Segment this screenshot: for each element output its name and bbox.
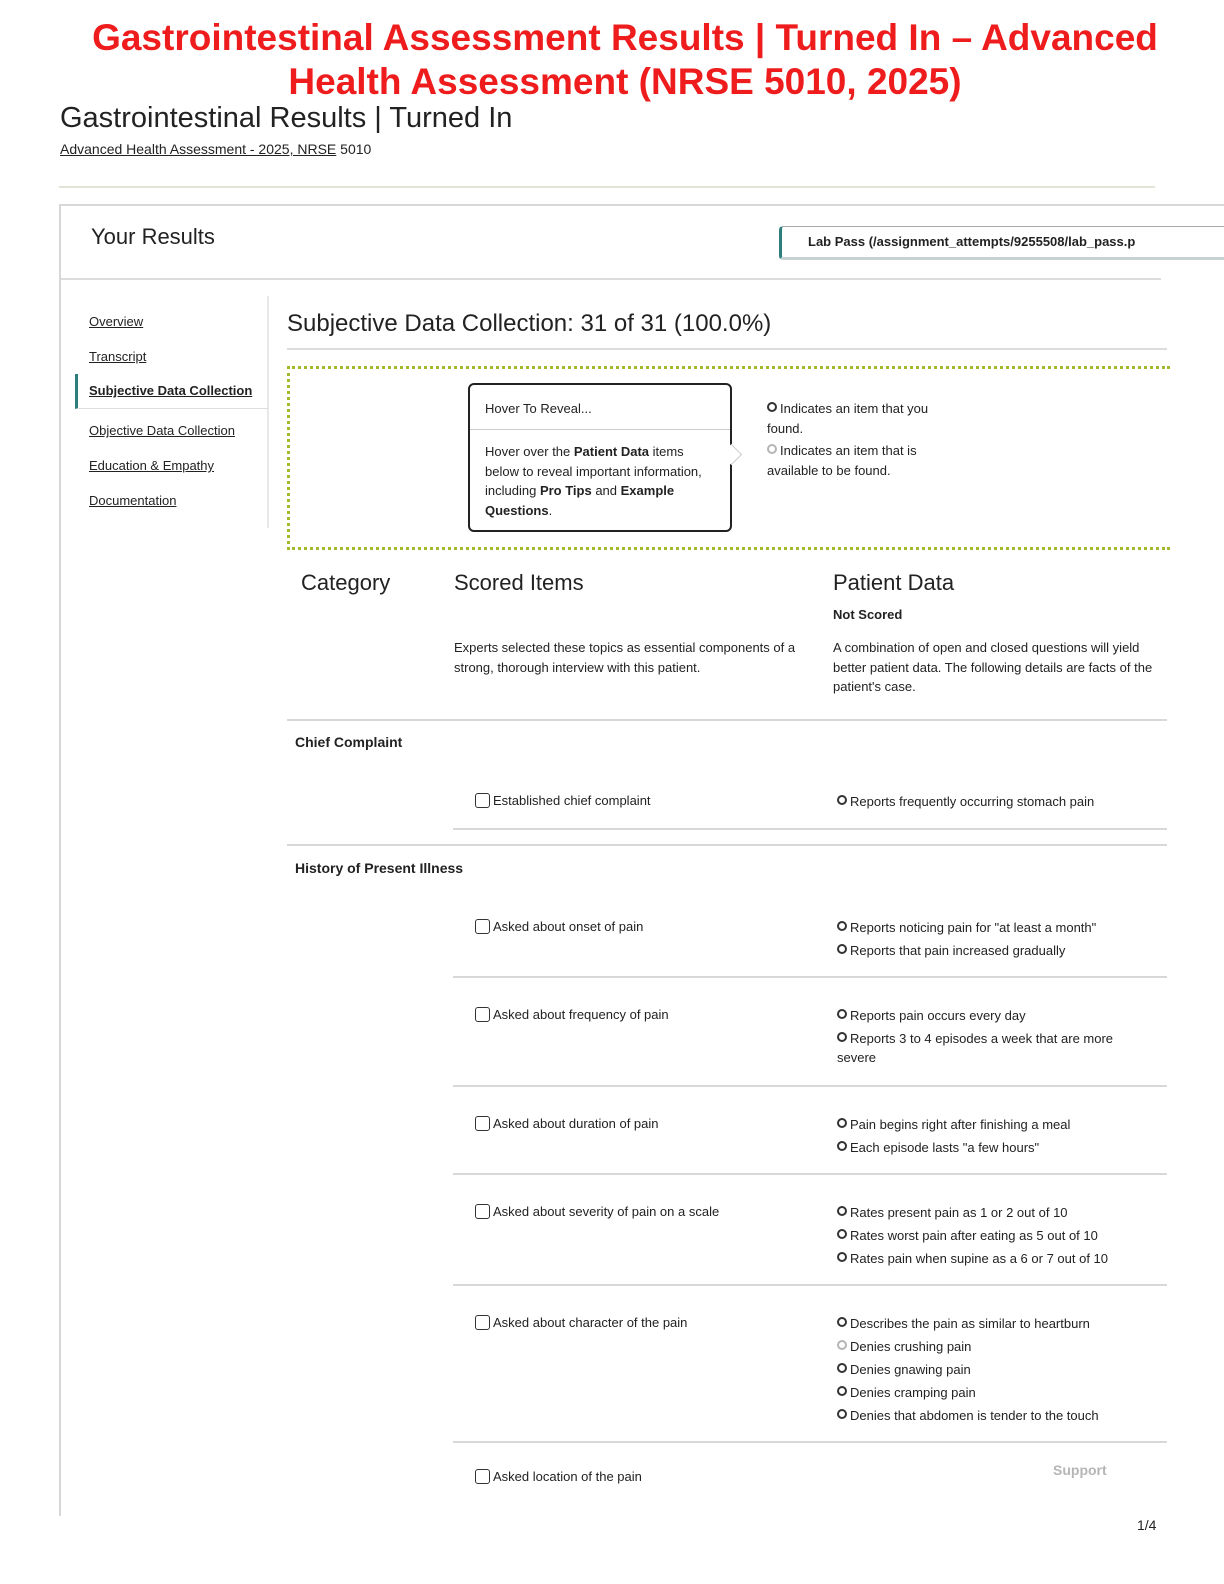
patient-data-list [837,918,1137,964]
category-chief-complaint: Chief Complaint [295,734,403,750]
found-dot-icon [837,944,847,954]
hover-card-body: Hover over the Patient Data items below to reveal important information, including Pro Tips and Example Questions. [485,444,702,518]
patient-data-list [837,1115,1137,1161]
found-dot-icon [767,402,777,412]
patient-data-item[interactable]: Reports frequently occurring stomach pain [837,792,1137,811]
found-dot-icon [837,1386,847,1396]
nav-objective-data-collection[interactable]: Objective Data Collection [89,423,235,438]
nav-subjective-data-collection[interactable]: Subjective Data Collection [89,383,253,398]
table-divider [287,719,1167,721]
legend-available: Indicates an item that is available to be found. [767,443,917,478]
patient-data-item[interactable]: Rates present pain as 1 or 2 out of 10 [837,1203,1137,1222]
course-number: 5010 [336,141,372,157]
table-divider [287,844,1167,846]
results-panel [59,204,1224,1516]
found-dot-icon [837,795,847,805]
patient-data-item[interactable]: Rates worst pain after eating as 5 out of 10 [837,1226,1137,1245]
support-button[interactable]: Support [1053,1462,1107,1478]
patient-data-item[interactable]: Denies gnawing pain [837,1360,1137,1379]
lab-pass-button[interactable]: Lab Pass (/assignment_attempts/9255508/lab_pass.p [779,226,1224,260]
found-dot-icon [837,1009,847,1019]
nav-documentation[interactable]: Documentation [89,493,177,508]
scored-item[interactable]: Asked about onset of pain [475,919,643,934]
hover-to-reveal-card [468,383,732,532]
results-title: Your Results [91,224,215,249]
legend-box [287,366,1170,550]
nav-overview[interactable]: Overview [89,314,144,329]
row-divider [453,1173,1167,1175]
banner-line-2: Health Assessment (NRSE 5010, 2025) [288,61,962,102]
patient-data-item[interactable]: Reports noticing pain for "at least a month" [837,918,1137,937]
patient-data-list [837,792,1137,815]
patient-data-item[interactable]: Reports pain occurs every day [837,1006,1137,1025]
checkbox-icon[interactable] [475,1315,490,1330]
checkbox-icon[interactable] [475,1007,490,1022]
found-dot-icon [837,1118,847,1128]
course-breadcrumb [60,141,371,157]
patient-data-item[interactable]: Pain begins right after finishing a meal [837,1115,1137,1134]
available-dot-icon [767,444,777,454]
course-link[interactable]: Advanced Health Assessment - 2025, NRSE [60,141,337,157]
section-title: Subjective Data Collection: 31 of 31 (100.0%) [287,310,772,337]
patient-data-item[interactable]: Denies that abdomen is tender to the touch [837,1406,1137,1425]
column-header-category: Category [301,570,391,595]
found-dot-icon [837,1032,847,1042]
scored-item[interactable]: Asked about duration of pain [475,1116,659,1131]
found-dot-icon [837,1409,847,1419]
scored-item[interactable]: Asked about frequency of pain [475,1007,669,1022]
row-divider [453,1441,1167,1443]
checkbox-icon[interactable] [475,1204,490,1219]
page-title: Gastrointestinal Results | Turned In [60,102,513,134]
patient-data-item[interactable]: Reports that pain increased gradually [837,941,1137,960]
patient-data-item[interactable]: Rates pain when supine as a 6 or 7 out of 10 [837,1249,1137,1268]
found-dot-icon [837,1229,847,1239]
hover-card-title: Hover To Reveal... [470,385,730,430]
checkbox-icon[interactable] [475,1116,490,1131]
patient-data-item[interactable]: Denies crushing pain [837,1337,1137,1356]
nav-active-indicator [75,374,268,409]
patient-data-item[interactable]: Each episode lasts "a few hours" [837,1138,1137,1157]
document-banner [40,16,1210,104]
column-header-patient-data: Patient Data [833,570,955,595]
results-nav [61,296,269,528]
column-header-scored-items: Scored Items [454,570,584,595]
found-dot-icon [837,1317,847,1327]
section-divider [287,348,1167,350]
found-dot-icon [837,921,847,931]
banner-line-1: Gastrointestinal Assessment Results | Turned In – Advanced [92,17,1158,58]
checkbox-icon[interactable] [475,793,490,808]
row-divider [453,1284,1167,1286]
page-number: 1/4 [1137,1517,1157,1533]
patient-data-list [837,1006,1137,1071]
row-divider [453,828,1167,830]
found-dot-icon [837,1141,847,1151]
scored-item[interactable]: Asked about character of the pain [475,1315,687,1330]
patient-data-list [837,1314,1137,1429]
row-divider [453,976,1167,978]
found-dot-icon [837,1363,847,1373]
checkbox-icon[interactable] [475,919,490,934]
checkbox-icon[interactable] [475,1469,490,1484]
scored-items-description: Experts selected these topics as essential components of a strong, thorough interview with this patient. [454,640,796,675]
patient-data-item[interactable]: Describes the pain as similar to heartburn [837,1314,1137,1333]
results-divider [61,278,1161,280]
patient-data-description: A combination of open and closed questions will yield better patient data. The following details are facts of the patient's case. [833,640,1153,694]
scored-item[interactable]: Asked about severity of pain on a scale [475,1204,719,1219]
category-history-present-illness: History of Present Illness [295,860,464,876]
found-dot-icon [837,1206,847,1216]
available-dot-icon [837,1340,847,1350]
found-dot-icon [837,1252,847,1262]
patient-data-item[interactable]: Denies cramping pain [837,1383,1137,1402]
scored-item[interactable]: Established chief complaint [475,793,651,808]
patient-data-list [837,1203,1137,1272]
header-divider [59,186,1155,188]
scored-item[interactable]: Asked location of the pain [475,1469,642,1484]
nav-transcript[interactable]: Transcript [89,349,147,364]
patient-data-not-scored: Not Scored [833,607,903,622]
row-divider [453,1085,1167,1087]
nav-education-empathy[interactable]: Education & Empathy [89,458,215,473]
legend-found: Indicates an item that you found. [767,401,929,436]
patient-data-item[interactable]: Reports 3 to 4 episodes a week that are more severe [837,1031,1114,1065]
